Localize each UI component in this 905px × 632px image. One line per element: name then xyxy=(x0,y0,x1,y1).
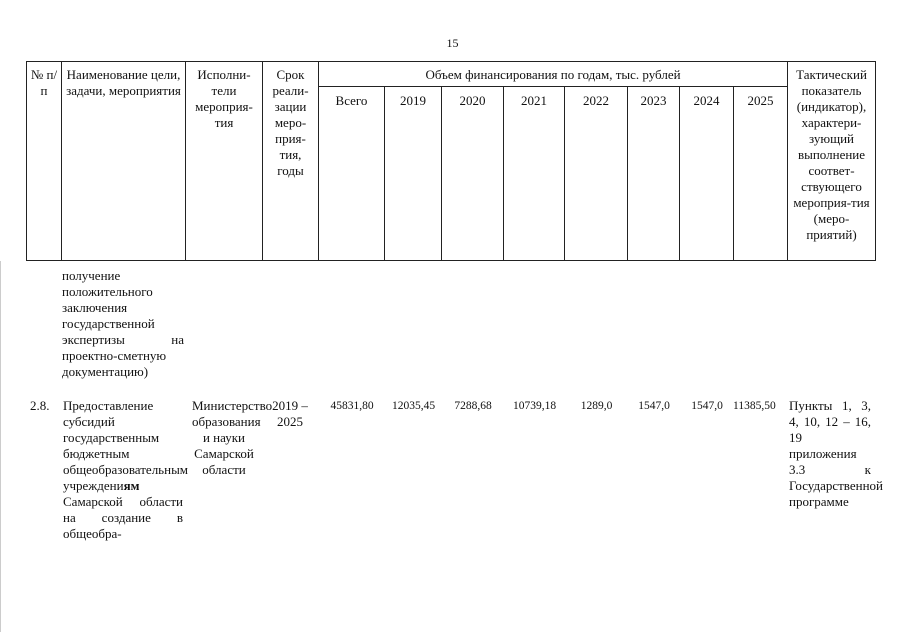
row-value-2022: 1289,0 xyxy=(580,400,613,412)
header-total: Всего xyxy=(319,87,385,261)
header-year: 2019 xyxy=(385,87,442,261)
row-term: 2019 – 2025 xyxy=(272,398,308,429)
header-year: 2021 xyxy=(504,87,565,261)
header-year: 2025 xyxy=(734,87,788,261)
header-funding: Объем финансирования по годам, тыс. рублей xyxy=(319,62,788,87)
header-year: 2020 xyxy=(442,87,504,261)
header-indicator: Тактический показатель (индикатор), характери-зующий выполнение соответ-ствующего мероприя-тия (меро-приятий) xyxy=(788,62,876,261)
row-value-2023: 1547,0 xyxy=(638,400,670,412)
row-name xyxy=(63,398,189,542)
header-name: Наименование цели, задачи, мероприятия xyxy=(62,62,186,261)
page-edge-line xyxy=(0,261,1,632)
row-name-part2: Самарской области на создание в общеобра- xyxy=(63,494,183,541)
header-num: № п/п xyxy=(27,62,62,261)
row-value-2019: 12035,45 xyxy=(391,400,436,412)
row-indicator: Пункты 1, 3, 4, 10, 12 – 16, 19 приложения 3.3 к Государственной программе xyxy=(789,398,884,509)
row-value-2024: 1547,0 xyxy=(691,400,723,412)
continued-text: получение положительного заключения государственной экспертизы на проектно-сметную документацию) xyxy=(62,268,184,379)
row-total: 45831,80 xyxy=(330,400,374,412)
row-value-2021: 10739,18 xyxy=(512,400,557,412)
page-number: 15 xyxy=(446,36,459,50)
row-executor: Министерство образования и науки Самарской области xyxy=(192,398,273,477)
row-name-part1: Предоставление субсидий государственным бюджетным общеобразовательным учреждени xyxy=(63,398,189,493)
header-year: 2023 xyxy=(628,87,680,261)
header-term: Срок реали-зации меро-прия-тия, годы xyxy=(263,62,319,261)
row-number: 2.8. xyxy=(30,398,50,413)
header-year: 2024 xyxy=(680,87,734,261)
header-year: 2022 xyxy=(565,87,628,261)
row-value-2020: 7288,68 xyxy=(454,400,492,412)
table-header xyxy=(26,61,876,261)
row-value-2025: 11385,50 xyxy=(733,400,776,412)
row-name-bold: ям xyxy=(123,478,140,493)
header-executor: Исполни-тели мероприя-тия xyxy=(186,62,263,261)
